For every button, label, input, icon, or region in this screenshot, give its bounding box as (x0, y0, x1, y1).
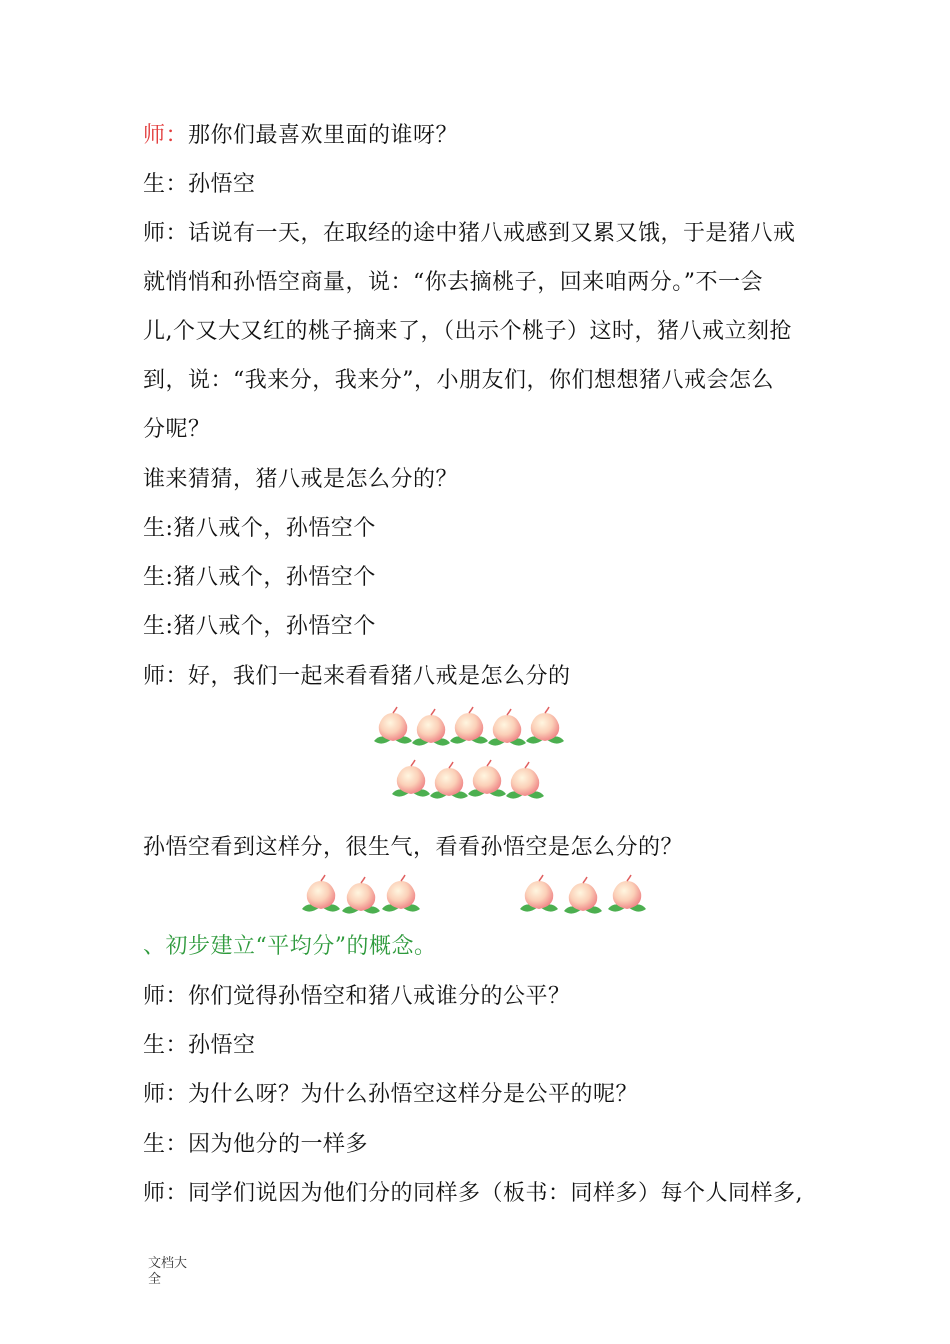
peach-row-bottom (388, 758, 558, 808)
dialogue-line-3: 师：话说有一天，在取经的途中猪八戒感到又累又饿，于是猪八戒 (143, 221, 796, 246)
dialogue-line-17: 师：为什么呀？为什么孙悟空这样分是公平的呢？ (143, 1082, 639, 1107)
dialogue-line-19: 师：同学们说因为他们分的同样多（板书：同样多）每个人同样多, (143, 1181, 803, 1206)
dialogue-line-5: 儿,个又大又红的桃子摘来了，（出示个桃子）这时，猪八戒立刻抢 (143, 319, 792, 344)
peach-icon (516, 873, 562, 919)
dialogue-line-18: 生：因为他分的一样多 (143, 1132, 369, 1157)
footer-label: 文档大全 (148, 1256, 188, 1287)
dialogue-line-1 (143, 121, 458, 151)
dialogue-line-6: 到，说：“我来分，我来分”，小朋友们，你们想想猪八戒会怎么 (143, 368, 774, 393)
speaker-label: 师： (143, 123, 189, 148)
dialogue-line-12: 师：好，我们一起来看看猪八戒是怎么分的 (143, 664, 571, 689)
peach-icon (560, 875, 606, 921)
dialogue-line-2: 生：孙悟空 (143, 172, 256, 197)
line-text: 那你们最喜欢里面的谁呀？ (188, 123, 459, 148)
peach-group-right (516, 873, 656, 923)
dialogue-line-8: 谁来猜猜，猪八戒是怎么分的？ (143, 467, 459, 492)
dialogue-line-9: 生:猪八戒个，孙悟空个 (143, 516, 376, 541)
section-heading: 、初步建立“平均分”的概念。 (143, 934, 437, 959)
dialogue-line-13: 孙悟空看到这样分，很生气，看看孙悟空是怎么分的？ (143, 835, 684, 860)
dialogue-line-16: 生：孙悟空 (143, 1033, 256, 1058)
dialogue-line-4: 就悄悄和孙悟空商量，说：“你去摘桃子，回来咱两分。”不一会 (143, 270, 763, 295)
peach-icon (522, 705, 568, 751)
peach-icon (502, 760, 548, 806)
peach-row-top (370, 705, 580, 755)
dialogue-line-11: 生:猪八戒个，孙悟空个 (143, 614, 376, 639)
dialogue-line-10: 生:猪八戒个，孙悟空个 (143, 565, 376, 590)
peach-group-left (298, 873, 428, 923)
dialogue-line-7: 分呢？ (143, 417, 211, 442)
peach-icon (378, 873, 424, 919)
peach-icon (604, 873, 650, 919)
dialogue-line-15: 师：你们觉得孙悟空和猪八戒谁分的公平？ (143, 984, 571, 1009)
